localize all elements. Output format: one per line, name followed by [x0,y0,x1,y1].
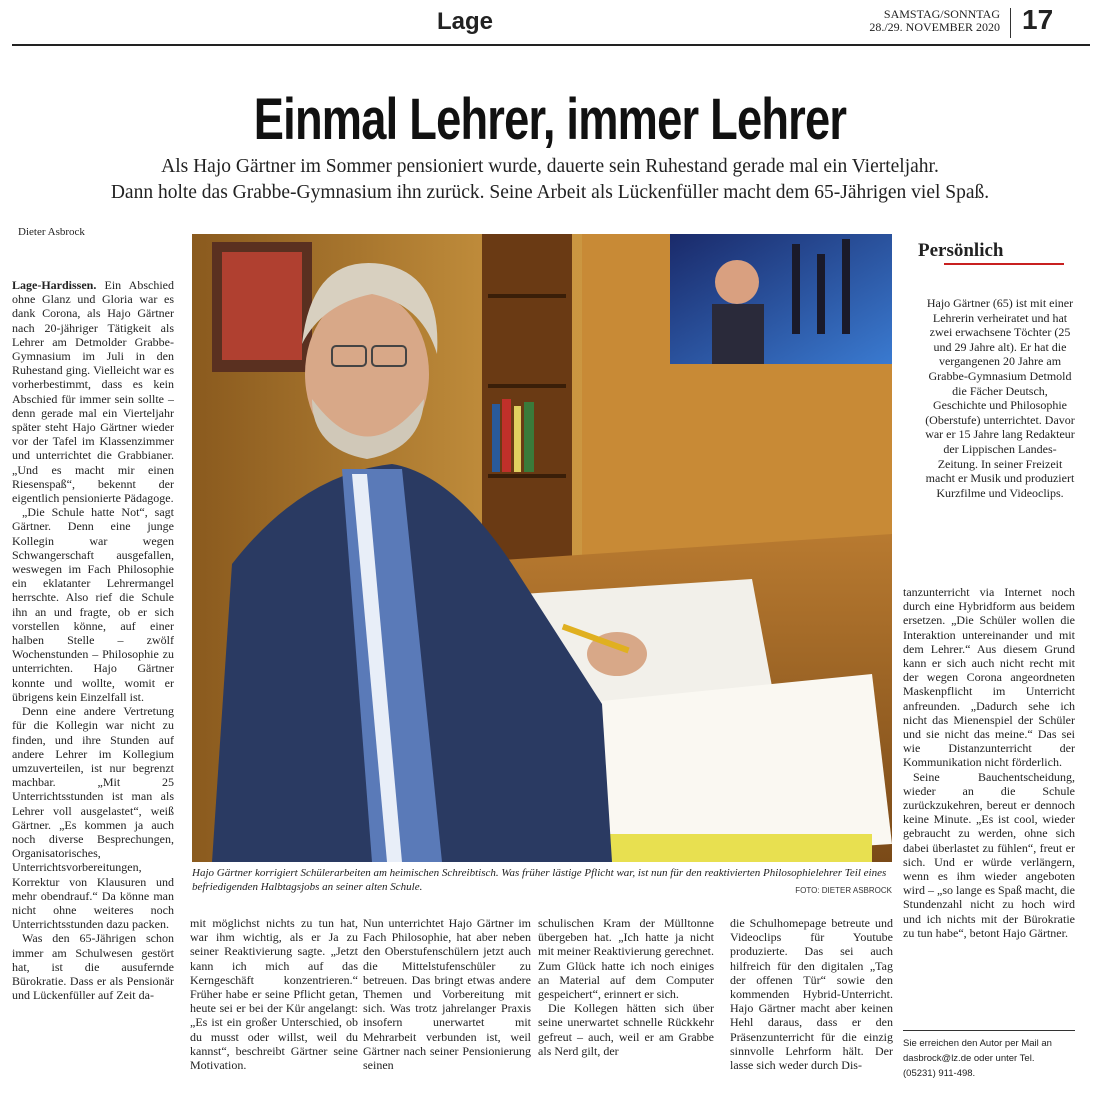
author-contact [903,1036,1075,1081]
paragraph: „Die Schule hatte Not“, sagt Gärtner. Denn eine junge Kollegin war wegen Schwangerschaft ausgefallen, weswegen im Fach Philosophie ein eklatanter Lehrermangel herrschte. Also rief die Schule ihn an und fragte, ob er sich vorstellen könne, auf einer halben Stelle – zwölf Wochenstunden – Philosophie zu unterrichten. Hajo Gärtner konnte und wollte, womit er übrigens kein Einzelfall ist. [12,505,174,704]
sidebar-text: Hajo Gärtner (65) ist mit einer Lehrerin verheiratet und hat zwei erwachsene Töchter (25 und 29 Jahre alt). Er hat die vergangenen 20 Jahre am Grabbe-Gymnasium Detmold die Fächer Deutsch, Geschichte und Philosophie (Oberstufe) unterrichtet. Davor war er 15 Jahre lang Redakteur der Lippischen Landes-Zeitung. In seiner Freizeit macht er Musik und produziert Kurzfilme und Videoclips. [925,296,1075,500]
sidebar-title-underline [944,263,1064,265]
dateline: Lage-Hardissen. [12,278,97,292]
page-number: 17 [1022,4,1054,35]
paragraph: Nun unterrichtet Hajo Gärtner im Fach Philosophie, hat aber neben den Oberstufenschülern jetzt auch die Mittelstufenschüler zu betreuen. Das bringt etwas andere Themen und Vorbereitung mit sich. Was trotz jahrelanger Praxis insofern unerwartet mit Mehrarbeit verbunden ist, weil Gärtner nach seiner Pensionierung seinen [363,916,531,1073]
contact-divider [903,1030,1075,1031]
section-title: Lage [436,8,493,35]
article-photo [192,234,892,862]
article-column-1 [12,278,174,1086]
sidebar-title: Persönlich [918,240,1004,261]
issue-date-full: 28./29. NOVEMBER 2020 [869,20,1000,34]
article-column-5 [730,916,893,1088]
article-column-2 [190,916,358,1088]
photo-credit: FOTO: DIETER ASBROCK [795,886,892,895]
paragraph [12,278,174,505]
paragraph: Was den 65-Jährigen schon immer am Schulwesen gestört hat, ist die ausufernde Bürokratie. Dass er als Pensionär und Lückenfüller auf Zeit da- [12,931,174,1003]
contact-line-1: Sie erreichen den Autor per Mail an [903,1038,1052,1049]
issue-date [840,8,1000,34]
paragraph: die Schulhomepage betreute und Videoclips für Youtube produzierte. Das sei auch hilfreich für den digitalen „Tag der offenen Tür“ sowie den kommenden Hybrid-Unterricht. Hajo Gärtner macht aber keinen Hehl daraus, dass er den Präsenzunterricht für die einzig sinnvolle Lehrform hält. Der lasse sich weder durch Dis- [730,916,893,1073]
paragraph: mit möglichst nichts zu tun hat, war ihm wichtig, als er Ja zu seiner Reaktivierung sagte. „Jetzt kann ich mich auf das Kerngeschäft konzentrieren.“ Früher habe er seine Pflicht getan, heute sei er bei der Kür angelangt: „Es ist ein großer Unterschied, ob du musst oder willst, weil du kannst“, beschreibt Gärtner seine Motivation. [190,916,358,1073]
paragraph: schulischen Kram der Mülltonne übergeben hat. „Ich hatte ja nicht mit meiner Reaktivierung gerechnet. Zum Glück hatte ich noch einiges an Material auf dem Computer gespeichert“, erinnert er sich. [538,916,714,1002]
subheadline-line-2: Dann holte das Grabbe-Gymnasium ihn zurück. Seine Arbeit als Lückenfüller macht dem 65-Jährigen viel Spaß. [110,182,990,203]
paragraph: tanzunterricht via Internet noch durch eine Hybridform aus beidem ersetzen. „Die Schüler wollen die Interaktion untereinander und mit dem Lehrer.“ Aus diesem Grund kann er sich auch nicht recht mit der wegen Corona angeordneten Maskenpflicht im Unterricht anfreunden. „Dadurch sehe ich nicht das Mienenspiel der Schüler und sie nicht das meine.“ Das sei wie Distanzunterricht der Kommunikation nicht förderlich. [903,585,1075,770]
header-rule [12,44,1090,46]
article-subheadline [80,154,1020,206]
paragraph: Denn eine andere Vertretung für die Kollegin war nicht zu finden, und ihre Stunden auf andere Lehrer im Kollegium umzuverteilen, ist nur begrenzt machbar. „Mit 25 Unterrichtsstunden ist man als Lehrer voll ausgelastet“, weiß Gärtner. „Es kommen ja auch noch diverse Besprechungen, Organisatorisches, Unterrichtsvorbereitungen, Korrektur von Klausuren und mehr obendrauf.“ Da könne man nicht ohne weiteres noch Unterrichtsstunden dazu packen. [12,704,174,932]
contact-email[interactable]: dasbrock@lz.de oder unter Tel. [903,1053,1035,1064]
article-column-3 [363,916,531,1088]
issue-date-days: SAMSTAG/SONNTAG [883,7,1000,21]
photo-caption: Hajo Gärtner korrigiert Schülerarbeiten am heimischen Schreibtisch. Was früher lästige Pflicht war, ist nun für den reaktivierten Philosophielehrer Teil eines befriedigenden Halbtagsjobs an seiner alten Schule. [192,867,887,893]
subheadline-line-1: Als Hajo Gärtner im Sommer pensioniert wurde, dauerte sein Ruhestand gerade mal ein Vierteljahr. [161,156,939,177]
contact-phone[interactable]: (05231) 911-498. [903,1068,976,1079]
paragraph: Seine Bauchentscheidung, wieder an die Schule zurückzukehren, bereut er dennoch keine Minute. „Es ist cool, wieder gebraucht zu werden, ohne sich dabei überlastet zu fühlen“, freut er sich. Und er würde verlängern, wenn es ihm wieder angeboten wird – „so lange es Spaß macht, die Stundenzahl nicht zu hoch wird und ich nichts mit der Bürokratie zu tun habe“, betont Hajo Gärtner. [903,769,1075,940]
header-divider [1010,8,1011,38]
photo-teacher-at-desk [192,234,892,862]
paragraph-text: Ein Abschied ohne Glanz und Gloria war es dank Corona, als Hajo Gärtner nach 20-jähriger Tätigkeit als Lehrer am Detmolder Grabbe-Gymnasium im Juli in den Ruhestand ging. Vielleicht war es vorherbestimmt, dass es kein Abschied für immer sein sollte – denn gerade mal ein Vierteljahr später steht Hajo Gärtner wieder vor der Tafel im Klassenzimmer und unterrichtet die Grabbianer. „Und es macht mir einen Riesenspaß“, bekennt der eigentlich pensionierte Pädagoge. [12,278,174,506]
article-column-4 [538,916,714,1088]
paragraph: Die Kollegen hätten sich über seine unerwartet schnelle Rückkehr gefreut – auch, weil er am Grabbe als Nerd gilt, der [538,1001,714,1058]
article-headline: Einmal Lehrer, immer Lehrer [253,87,847,152]
author-byline: Dieter Asbrock [18,226,85,238]
article-column-6 [903,585,1075,1025]
